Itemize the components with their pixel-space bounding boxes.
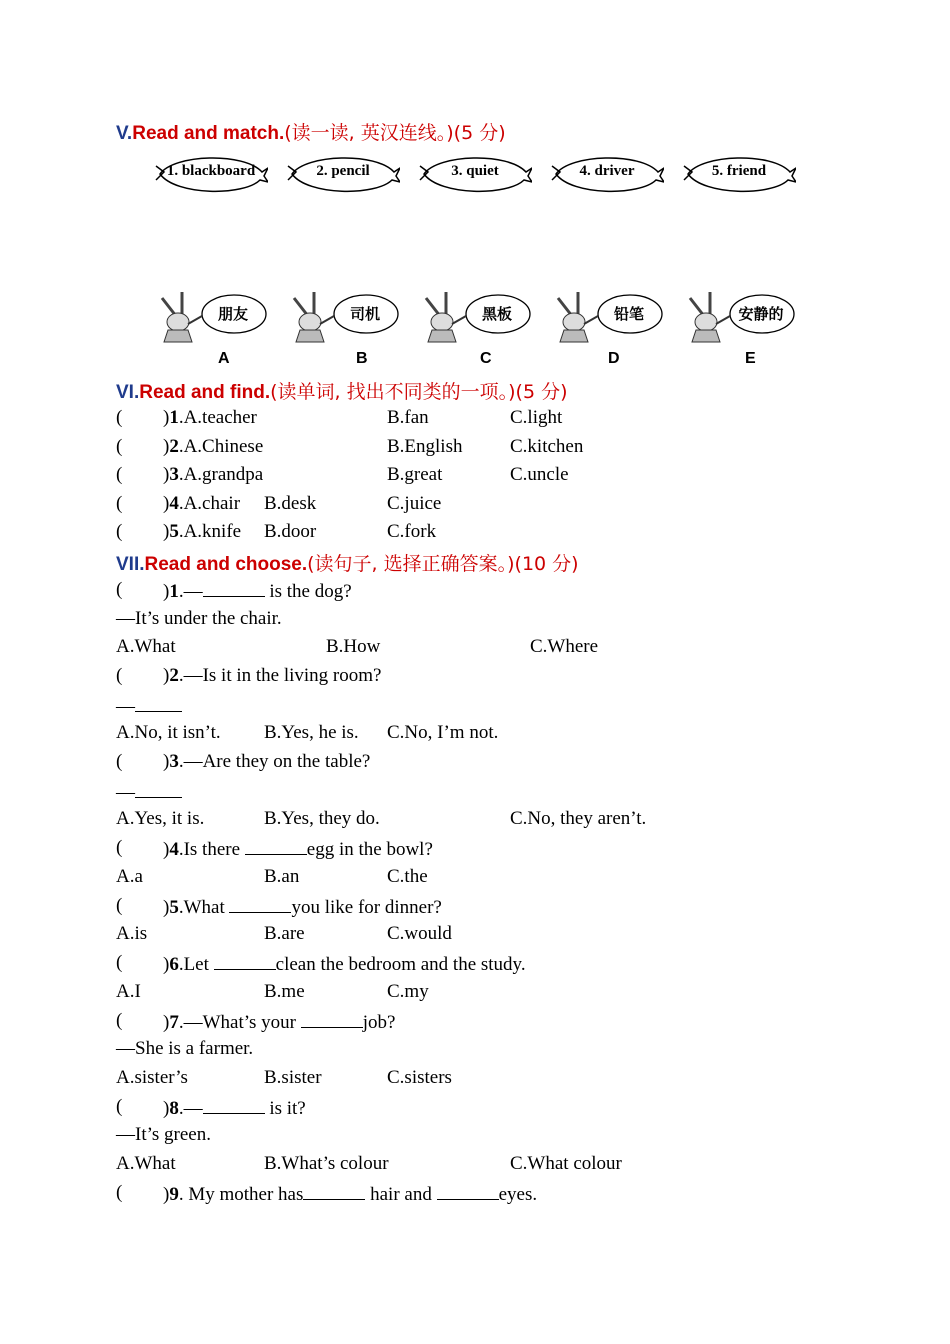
paren-close: ) xyxy=(163,1184,170,1205)
section-number: VI. xyxy=(116,382,140,403)
option-a: A.is xyxy=(116,923,148,944)
answer-paren-open: ( xyxy=(116,521,123,542)
answer-blank[interactable] xyxy=(135,693,182,712)
question-post: is it? xyxy=(264,1098,306,1119)
answer-line: —It’s green. xyxy=(116,1124,211,1145)
answer-paren-open: ( xyxy=(116,895,123,916)
bunny-card-d xyxy=(548,290,666,346)
option-c: C.uncle xyxy=(510,464,569,485)
section-title-en: Read and find. xyxy=(139,382,271,403)
paren-close: ) xyxy=(163,521,170,542)
chinese-word: 铅笔 xyxy=(613,305,644,323)
section-5-title xyxy=(116,118,506,145)
paren-close: ) xyxy=(163,407,170,428)
question-post: job? xyxy=(362,1012,396,1033)
bunny-card-c xyxy=(416,290,534,346)
option-a: .A.grandpa xyxy=(178,464,264,485)
question-pre: . My mother has xyxy=(178,1184,304,1205)
section-title-en: Read and choose. xyxy=(144,554,308,575)
question-pre: .— xyxy=(178,1098,203,1119)
leaf-word-4 xyxy=(550,150,664,198)
answer-paren-open: ( xyxy=(116,837,123,858)
question-number: 8 xyxy=(169,1098,179,1119)
question-pre: .—What’s your xyxy=(178,1012,301,1033)
paren-close: ) xyxy=(163,751,170,772)
paren-close: ) xyxy=(163,954,170,975)
paren-close: ) xyxy=(163,581,170,602)
answer-line: —It’s under the chair. xyxy=(116,608,282,629)
option-a: A.Yes, it is. xyxy=(116,808,205,829)
question-pre: .Is there xyxy=(178,839,245,860)
answer-paren-open: ( xyxy=(116,1010,123,1031)
answer-paren-open: ( xyxy=(116,436,123,457)
answer-paren-open: ( xyxy=(116,952,123,973)
option-a: .A.chair xyxy=(178,493,241,514)
option-c: C.the xyxy=(387,866,428,887)
paren-close: ) xyxy=(163,493,170,514)
leaf-label: 3. quiet xyxy=(451,163,499,179)
option-c: C.kitchen xyxy=(510,436,584,457)
paren-close: ) xyxy=(163,464,170,485)
option-b: B.desk xyxy=(264,493,317,514)
leaf-label: 1. blackboard xyxy=(166,163,256,179)
question-number: 4 xyxy=(169,493,179,514)
dash: — xyxy=(116,696,135,717)
paren-close: ) xyxy=(163,897,170,918)
question-mid: hair and xyxy=(365,1184,437,1205)
question-post: egg in the bowl? xyxy=(306,839,433,860)
option-letter-a: A xyxy=(218,350,230,367)
option-b: B.are xyxy=(264,923,305,944)
question-text: .—Are they on the table? xyxy=(178,751,371,772)
section-number: V. xyxy=(116,123,133,144)
answer-paren-open: ( xyxy=(116,407,123,428)
answer-paren-open: ( xyxy=(116,665,123,686)
question-post: is the dog? xyxy=(264,581,352,602)
question-4 xyxy=(163,836,433,862)
paren-close: ) xyxy=(163,1098,170,1119)
option-c: C.No, they aren’t. xyxy=(510,808,647,829)
answer-blank[interactable] xyxy=(303,1181,365,1200)
option-c: C.fork xyxy=(387,521,437,542)
question-pre: .Let xyxy=(178,954,214,975)
option-b: B.How xyxy=(326,636,381,657)
bunny-card-a xyxy=(152,290,270,346)
option-b: B.What’s colour xyxy=(264,1153,389,1174)
option-a: A.a xyxy=(116,866,143,887)
option-b: B.fan xyxy=(387,407,429,428)
question-post: eyes. xyxy=(498,1184,538,1205)
answer-blank[interactable] xyxy=(203,578,265,597)
answer-blank[interactable] xyxy=(245,836,307,855)
answer-line xyxy=(116,693,182,719)
question-7 xyxy=(163,1009,395,1035)
answer-blank[interactable] xyxy=(214,951,276,970)
leaf-word-2 xyxy=(286,150,400,198)
question-text xyxy=(163,435,263,459)
question-number: 2 xyxy=(169,665,179,686)
question-number: 5 xyxy=(169,897,179,918)
option-a: A.sister’s xyxy=(116,1067,188,1088)
question-text xyxy=(163,492,240,516)
question-text: .—Is it in the living room? xyxy=(178,665,382,686)
chinese-word: 安静的 xyxy=(738,305,784,323)
option-c: C.Where xyxy=(530,636,599,657)
question-number: 4 xyxy=(169,839,179,860)
option-a: A.I xyxy=(116,981,141,1002)
question-number: 7 xyxy=(169,1012,179,1033)
question-number: 2 xyxy=(169,436,179,457)
option-c: C.sisters xyxy=(387,1067,452,1088)
answer-paren-open: ( xyxy=(116,1182,123,1203)
option-a: .A.knife xyxy=(178,521,242,542)
leaf-word-3 xyxy=(418,150,532,198)
question-number: 1 xyxy=(169,407,179,428)
question-text xyxy=(163,406,257,430)
option-b: B.me xyxy=(264,981,305,1002)
section-title-cn: (读句子, 选择正确答案。)(10 分) xyxy=(307,553,579,575)
chinese-word: 朋友 xyxy=(217,305,248,323)
option-b: B.great xyxy=(387,464,443,485)
leaf-word-5 xyxy=(682,150,796,198)
option-letter-d: D xyxy=(608,350,620,367)
question-number: 5 xyxy=(169,521,179,542)
answer-paren-open: ( xyxy=(116,751,123,772)
section-6-title xyxy=(116,377,568,404)
answer-paren-open: ( xyxy=(116,1096,123,1117)
option-c: C.What colour xyxy=(510,1153,622,1174)
question-pre: .What xyxy=(178,897,230,918)
answer-blank[interactable] xyxy=(135,779,182,798)
question-text xyxy=(163,463,263,487)
option-b: B.Yes, he is. xyxy=(264,722,359,743)
question-1 xyxy=(163,578,352,604)
section-7-title xyxy=(116,549,579,576)
section-title-en: Read and match. xyxy=(132,123,285,144)
chinese-word: 司机 xyxy=(349,305,380,323)
leaf-label: 5. friend xyxy=(711,163,767,179)
answer-line: —She is a farmer. xyxy=(116,1038,254,1059)
question-5 xyxy=(163,894,442,920)
answer-paren-open: ( xyxy=(116,493,123,514)
answer-paren-open: ( xyxy=(116,464,123,485)
answer-paren-open: ( xyxy=(116,579,123,600)
leaf-label: 4. driver xyxy=(579,163,635,179)
option-c: C.my xyxy=(387,981,429,1002)
option-c: C.light xyxy=(510,407,563,428)
question-8 xyxy=(163,1095,306,1121)
paren-close: ) xyxy=(163,436,170,457)
dash: — xyxy=(116,782,135,803)
question-number: 9 xyxy=(169,1184,179,1205)
answer-line xyxy=(116,779,182,805)
leaf-word-1 xyxy=(154,150,268,198)
paren-close: ) xyxy=(163,839,170,860)
answer-blank[interactable] xyxy=(229,894,291,913)
option-a: .A.Chinese xyxy=(178,436,264,457)
answer-blank[interactable] xyxy=(437,1181,499,1200)
option-c: C.would xyxy=(387,923,452,944)
question-6 xyxy=(163,951,526,977)
option-a: .A.teacher xyxy=(178,407,257,428)
bunny-card-e xyxy=(680,290,798,346)
question-number: 3 xyxy=(169,464,179,485)
option-b: B.sister xyxy=(264,1067,322,1088)
question-3 xyxy=(163,750,370,774)
option-b: B.English xyxy=(387,436,463,457)
question-text xyxy=(163,520,241,544)
question-9 xyxy=(163,1181,537,1207)
leaf-label: 2. pencil xyxy=(316,163,370,179)
option-c: C.juice xyxy=(387,493,442,514)
question-number: 6 xyxy=(169,954,179,975)
option-letter-b: B xyxy=(356,350,368,367)
section-title-cn: (读一读, 英汉连线。)(5 分) xyxy=(284,122,506,144)
option-a: A.What xyxy=(116,636,176,657)
option-letter-e: E xyxy=(745,350,756,367)
chinese-word: 黑板 xyxy=(481,305,512,323)
paren-close: ) xyxy=(163,1012,170,1033)
paren-close: ) xyxy=(163,665,170,686)
question-2 xyxy=(163,664,381,688)
answer-blank[interactable] xyxy=(203,1095,265,1114)
section-number: VII. xyxy=(116,554,145,575)
option-b: B.door xyxy=(264,521,317,542)
option-b: B.an xyxy=(264,866,300,887)
answer-blank[interactable] xyxy=(301,1009,363,1028)
bunny-card-b xyxy=(284,290,402,346)
question-post: you like for dinner? xyxy=(291,897,442,918)
option-a: A.No, it isn’t. xyxy=(116,722,221,743)
option-letter-c: C xyxy=(480,350,492,367)
option-a: A.What xyxy=(116,1153,176,1174)
question-pre: .— xyxy=(178,581,203,602)
question-post: clean the bedroom and the study. xyxy=(275,954,526,975)
question-number: 3 xyxy=(169,751,179,772)
option-c: C.No, I’m not. xyxy=(387,722,499,743)
section-title-cn: (读单词, 找出不同类的一项。)(5 分) xyxy=(270,381,568,403)
question-number: 1 xyxy=(169,581,179,602)
option-b: B.Yes, they do. xyxy=(264,808,380,829)
